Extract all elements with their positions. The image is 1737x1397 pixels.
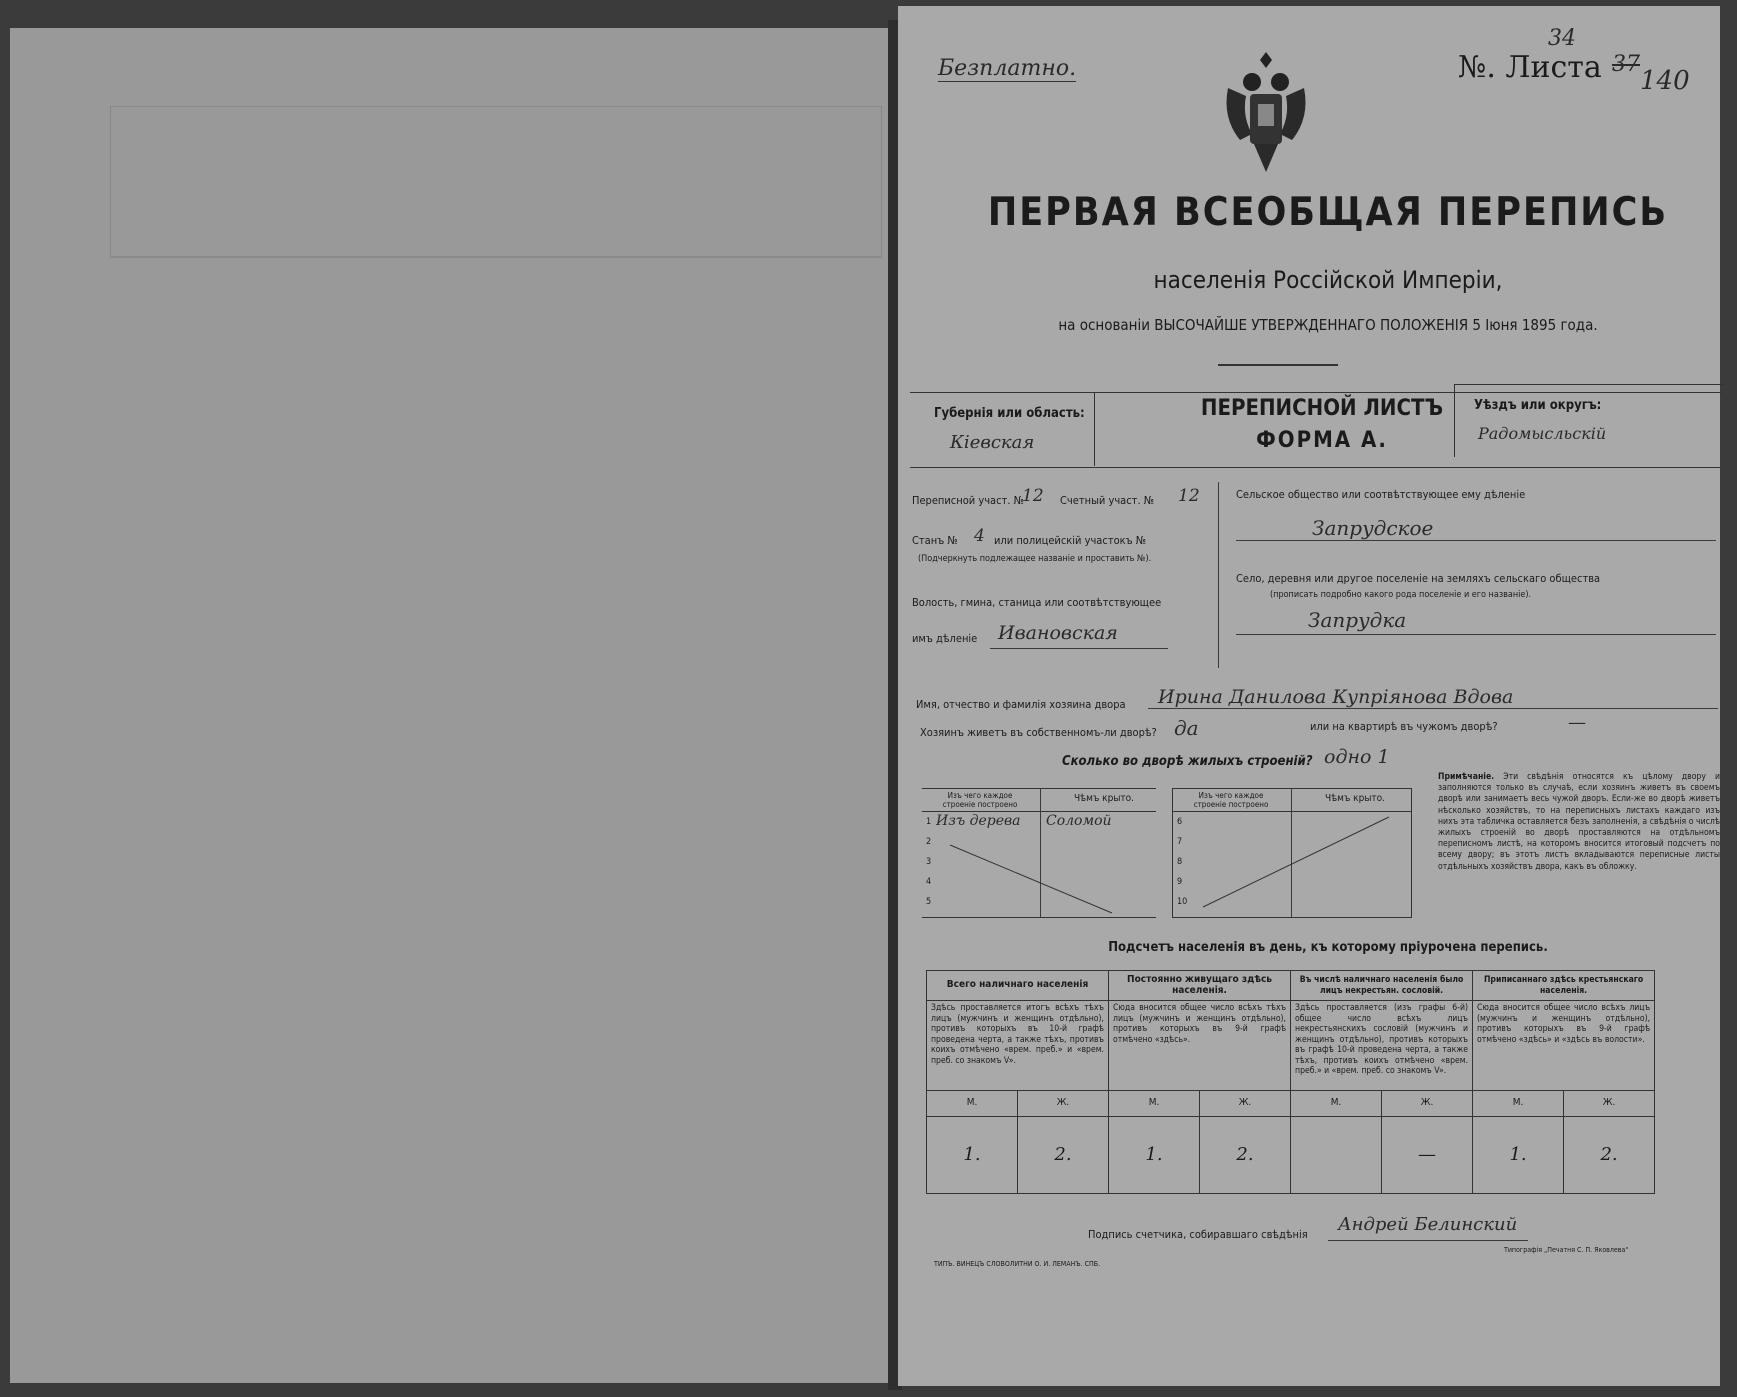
- underline-note: (Подчеркнуть подлежащее названіе и проставить №).: [918, 554, 1152, 564]
- sheet-number: 34: [1548, 26, 1576, 51]
- schetny-label: Счетный участ. №: [1060, 494, 1155, 507]
- count-title: Подсчетъ населенія въ день, къ которому пріурочена перепись.: [1108, 940, 1548, 955]
- buildings-table-right: [1172, 788, 1412, 918]
- row1-roof-value: Соломой: [1046, 813, 1112, 829]
- census-form-page: [898, 6, 1720, 1386]
- left-page-ghost-table: [110, 106, 882, 258]
- society-value: Запрудское: [1312, 516, 1434, 540]
- imperial-eagle-emblem-icon: [1220, 48, 1312, 178]
- signature-value: Андрей Белинский: [1338, 1214, 1518, 1235]
- sheet-number-struck: 37: [1612, 52, 1640, 77]
- male-col-label: М.: [1473, 1091, 1564, 1117]
- schetny-value: 12: [1178, 486, 1200, 506]
- police-label: или полицейскій участокъ №: [994, 534, 1147, 547]
- form-subtitle: населенія Россійской Имперіи,: [1153, 266, 1503, 294]
- buildings-label: Сколько во дворѣ жилыхъ строеній?: [1062, 754, 1313, 769]
- owner-name-value: Ирина Данилова Купріянова Вдова: [1158, 686, 1514, 708]
- form-title-line-2: ФОРМА А.: [1256, 428, 1388, 453]
- perepisnoy-label: Переписной участ. №: [912, 494, 1024, 507]
- count-value-cell: 2.: [1200, 1116, 1291, 1193]
- form-title-line-1: ПЕРЕПИСНОЙ ЛИСТЪ: [1200, 396, 1444, 421]
- count-col2-head: Постоянно живущаго здѣсь населенія.: [1109, 971, 1291, 1001]
- count-value-cell: 1.: [927, 1116, 1018, 1193]
- society-underline: [1236, 540, 1716, 541]
- count-col3-head: Въ числѣ наличнаго населенія было лицъ некрестьян. сословій.: [1291, 971, 1473, 1001]
- buildings-value: одно 1: [1324, 746, 1390, 768]
- note-title: Примѣчаніе.: [1438, 772, 1495, 782]
- volost-underline: [990, 648, 1168, 649]
- village-note: (прописать подробно какого рода поселеніе и его названіе).: [1270, 590, 1532, 600]
- ornament-divider: [1218, 364, 1338, 366]
- signature-underline: [1328, 1240, 1528, 1241]
- female-col-label: Ж.: [1018, 1091, 1109, 1117]
- building-row-num: 9: [1177, 877, 1183, 887]
- left-page: [10, 28, 892, 1383]
- male-col-label: М.: [1291, 1091, 1382, 1117]
- printer-left: ТИПЪ. ВИНЕЦЪ СЛОВОЛИТНИ О. И. ЛЕМАНЪ. СПБ.: [934, 1260, 1101, 1268]
- own-yard-value: да: [1174, 716, 1199, 740]
- free-label: Безплатно.: [938, 56, 1077, 81]
- guberniya-cell: [910, 392, 1095, 466]
- uezd-value: Радомысльскій: [1478, 424, 1607, 443]
- strike-diagonal-right: [1173, 789, 1411, 917]
- note-block: [1438, 772, 1720, 873]
- rent-value: —: [1568, 712, 1586, 733]
- volost-label-2: имъ дѣленіе: [912, 632, 978, 645]
- count-col4-desc: Сюда вносится общее число всѣхъ лицъ (мужчинъ и женщинъ отдѣльно), противъ которыхъ въ 9-й графѣ отмѣчено «здѣсь» и «здѣсь въ волости».: [1473, 1001, 1655, 1091]
- count-value-cell: 1.: [1109, 1116, 1200, 1193]
- left-page-ghost-line: [110, 256, 882, 258]
- count-value-cell: 2.: [1564, 1116, 1655, 1193]
- building-row-num: 5: [926, 897, 932, 907]
- form-main-title: ПЕРВАЯ ВСЕОБЩАЯ ПЕРЕПИСЬ: [987, 190, 1669, 235]
- buildings-col-material: Изъ чего каждое строеніе построено: [942, 791, 1018, 809]
- building-row-num: 7: [1177, 837, 1183, 847]
- building-row-num: 3: [926, 857, 932, 867]
- count-value-cell: 2.: [1018, 1116, 1109, 1193]
- count-value-cell: [1291, 1116, 1382, 1193]
- count-col4-head: Приписаннаго здѣсь крестьянскаго населенія.: [1473, 971, 1655, 1001]
- owner-name-underline: [1148, 708, 1718, 709]
- female-col-label: Ж.: [1564, 1091, 1655, 1117]
- female-col-label: Ж.: [1382, 1091, 1473, 1117]
- building-row-num: 6: [1177, 817, 1183, 827]
- building-row-num: 4: [926, 877, 932, 887]
- population-count-table: [926, 970, 1655, 1194]
- count-value-cell: —: [1382, 1116, 1473, 1193]
- village-value: Запрудка: [1308, 608, 1407, 632]
- buildings-table-left: [922, 788, 1156, 918]
- volost-label-1: Волость, гмина, станица или соотвѣтствующее: [912, 596, 1162, 609]
- row1-material-value: Изъ дерева: [936, 813, 1021, 829]
- count-col1-desc: Здѣсь проставляется итогъ всѣхъ тѣхъ лицъ (мужчинъ и женщинъ отдѣльно), противъ которыхъ въ 10-й графѣ проведена черта, а также тѣхъ, противъ коихъ отмѣчено «врем. преб.» и «врем. преб. со знакомъ V».: [927, 1001, 1109, 1091]
- archive-number: 140: [1640, 66, 1690, 96]
- uezd-cell: [1454, 384, 1723, 457]
- own-yard-label: Хозяинъ живетъ въ собственномъ-ли дворѣ?: [920, 726, 1157, 739]
- buildings-col-roof: Чѣмъ крыто.: [1324, 793, 1386, 804]
- owner-name-label: Имя, отчество и фамилія хозяина двора: [916, 698, 1126, 711]
- village-underline: [1236, 634, 1716, 635]
- guberniya-value: Кіевская: [950, 432, 1035, 453]
- female-col-label: Ж.: [1200, 1091, 1291, 1117]
- building-row-num: 2: [926, 837, 932, 847]
- building-row-num: 8: [1177, 857, 1183, 867]
- signature-label: Подпись счетчика, собиравшаго свѣдѣнія: [1088, 1228, 1308, 1241]
- note-text: Эти свѣдѣнія относятся къ цѣлому двору и заполняются только въ случаѣ, если хозяинъ живетъ въ своемъ дворѣ или занимаетъ весь чужой дворъ. Если-же во дворѣ живетъ нѣсколько хозяйствъ, то на переписныхъ листахъ каждаго изъ нихъ эта табличка оставляется безъ заполненія, а свѣдѣнія о числѣ жилыхъ строеній во дворѣ проставляются на отдѣльномъ переписномъ листѣ, на которомъ вносится итоговый подсчетъ по всему двору; въ этотъ листъ вкладываются переписные листы отдѣльныхъ хозяйствъ двора, какъ въ обложку.: [1438, 772, 1720, 872]
- stan-label: Станъ №: [912, 534, 958, 547]
- guberniya-label: Губернія или область:: [934, 406, 1085, 421]
- strike-diagonal-left: [922, 789, 1156, 917]
- section-divider: [1218, 482, 1219, 668]
- form-basis-line: на основаніи ВЫСОЧАЙШЕ УТВЕРЖДЕННАГО ПОЛОЖЕНІЯ 5 Іюня 1895 года.: [1058, 316, 1598, 334]
- building-row-num: 10: [1177, 897, 1188, 907]
- sheet-label: №. Листа: [1458, 50, 1602, 85]
- perepisnoy-value: 12: [1022, 486, 1044, 506]
- buildings-col-roof: Чѣмъ крыто.: [1073, 793, 1135, 804]
- count-col2-desc: Сюда вносится общее число всѣхъ тѣхъ лицъ (мужчинъ и женщинъ отдѣльно), противъ которыхъ въ 9-й графѣ отмѣчено «здѣсь».: [1109, 1001, 1291, 1091]
- rent-label: или на квартирѣ въ чужомъ дворѣ?: [1310, 720, 1498, 733]
- building-row-num: 1: [926, 817, 932, 827]
- buildings-col-material: Изъ чего каждое строеніе построено: [1193, 791, 1269, 809]
- count-value-cell: 1.: [1473, 1116, 1564, 1193]
- printer-right: Типографія „Печатня С. П. Яковлева“: [1504, 1246, 1629, 1254]
- uezd-label: Уѣздъ или округъ:: [1474, 398, 1602, 413]
- society-label: Сельское общество или соотвѣтствующее ему дѣленіе: [1236, 488, 1526, 501]
- count-col1-head: Всего наличнаго населенія: [927, 971, 1109, 1001]
- male-col-label: М.: [1109, 1091, 1200, 1117]
- volost-value: Ивановская: [998, 622, 1118, 644]
- male-col-label: М.: [927, 1091, 1018, 1117]
- stan-value: 4: [974, 526, 985, 546]
- count-col3-desc: Здѣсь проставляется (изъ графы 6-й) общее число всѣхъ лицъ некрестьянскихъ сословій (мужчинъ и женщинъ отдѣльно), противъ которыхъ въ графѣ 10-й проведена черта, а также тѣхъ, противъ коихъ отмѣчено «врем. преб.» и «врем. преб. со знакомъ V».: [1291, 1001, 1473, 1091]
- village-label: Село, деревня или другое поселеніе на земляхъ сельскаго общества: [1236, 572, 1601, 585]
